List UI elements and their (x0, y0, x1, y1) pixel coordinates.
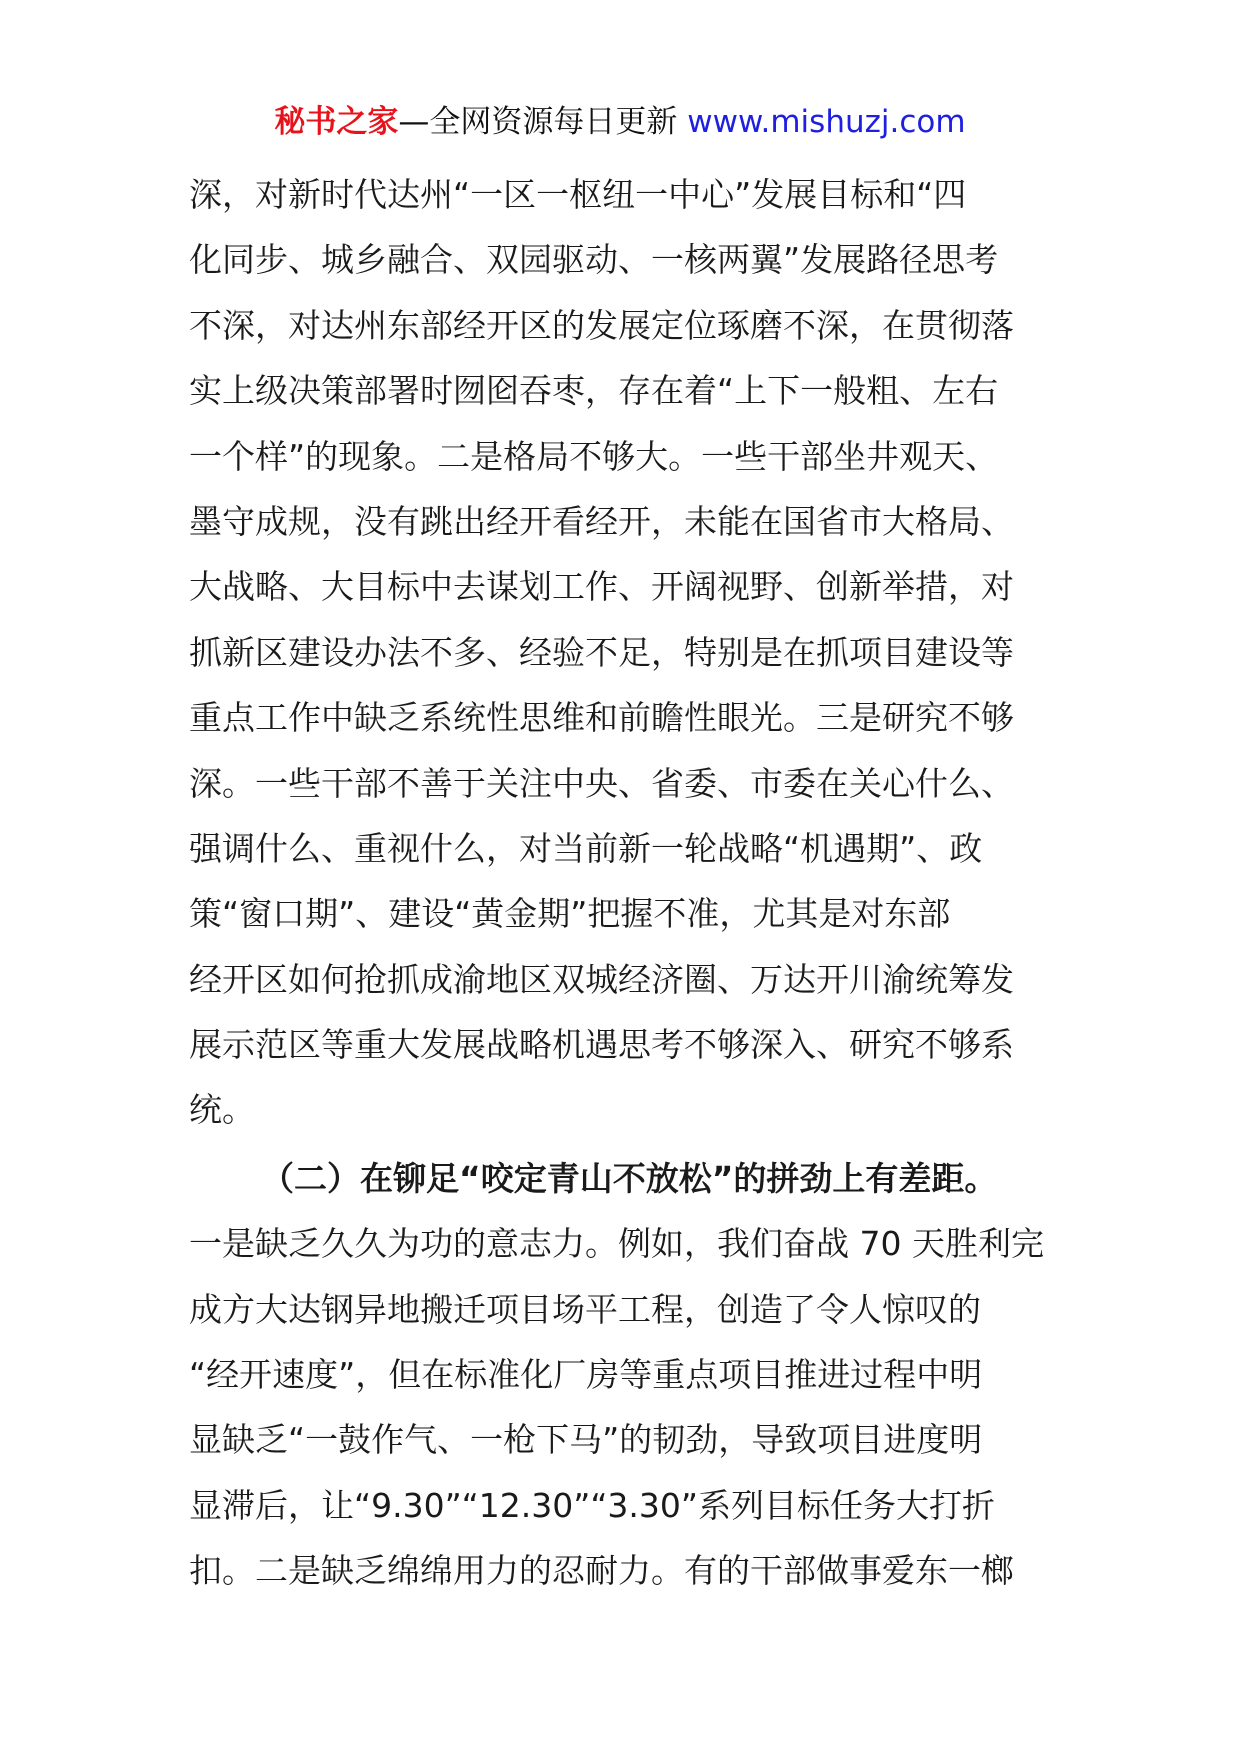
site-header (0, 100, 1240, 144)
text-line: 化同步、城乡融合、双园驱动、一核两翼”发展路径思考 (189, 240, 999, 280)
site-url-link[interactable]: www.mishuzj.com (687, 104, 966, 140)
text-line: 不深，对达州东部经开区的发展定位琢磨不深，在贯彻落 (189, 305, 1014, 345)
text-line: 一个样”的现象。二是格局不够大。一些干部坐井观天、 (189, 436, 999, 476)
text-line: “经开速度”，但在标准化厂房等重点项目推进过程中明 (189, 1355, 983, 1395)
text-line: 展示范区等重大发展战略机遇思考不够深入、研究不够系 (189, 1025, 1014, 1065)
text-line: 显缺乏“一鼓作气、一枪下马”的韧劲，导致项目进度明 (189, 1420, 983, 1460)
site-tagline: —全网资源每日更新 (398, 104, 678, 140)
text-line: 成方大达钢异地搬迁项目场平工程，创造了令人惊叹的 (189, 1289, 981, 1329)
text-line: 重点工作中缺乏系统性思维和前瞻性眼光。三是研究不够 (189, 698, 1014, 738)
text-line: 强调什么、重视什么，对当前新一轮战略“机遇期”、政 (189, 828, 983, 868)
text-line: 扣。二是缺乏绵绵用力的忍耐力。有的干部做事爱东一榔 (189, 1551, 1014, 1591)
text-line: 抓新区建设办法不多、经验不足，特别是在抓项目建设等 (189, 632, 1014, 672)
text-line: 大战略、大目标中去谋划工作、开阔视野、创新举措，对 (189, 567, 1014, 607)
section-heading: （二）在铆足“咬定青山不放松”的拼劲上有差距。 (261, 1158, 998, 1198)
text-line: 显滞后，让“9.30”“12.30”“3.30”系列目标任务大打折 (189, 1485, 996, 1525)
text-line: 策“窗口期”、建设“黄金期”把握不准，尤其是对东部 (189, 894, 951, 934)
text-line: 深。一些干部不善于关注中央、省委、市委在关心什么、 (189, 763, 1014, 803)
text-line: 一是缺乏久久为功的意志力。例如，我们奋战 70 天胜利完 (189, 1224, 1044, 1264)
text-line: 经开区如何抢抓成渝地区双城经济圈、万达开川渝统筹发 (189, 959, 1014, 999)
site-brand: 秘书之家 (274, 104, 399, 140)
text-line: 深，对新时代达州“一区一枢纽一中心”发展目标和“四 (189, 175, 967, 214)
text-line: 墨守成规，没有跳出经开看经开，未能在国省市大格局、 (189, 501, 1014, 541)
text-line: 统。 (189, 1090, 255, 1130)
document-body (189, 162, 1059, 1604)
text-line: 实上级决策部署时囫囵吞枣，存在着“上下一般粗、左右 (189, 371, 999, 411)
